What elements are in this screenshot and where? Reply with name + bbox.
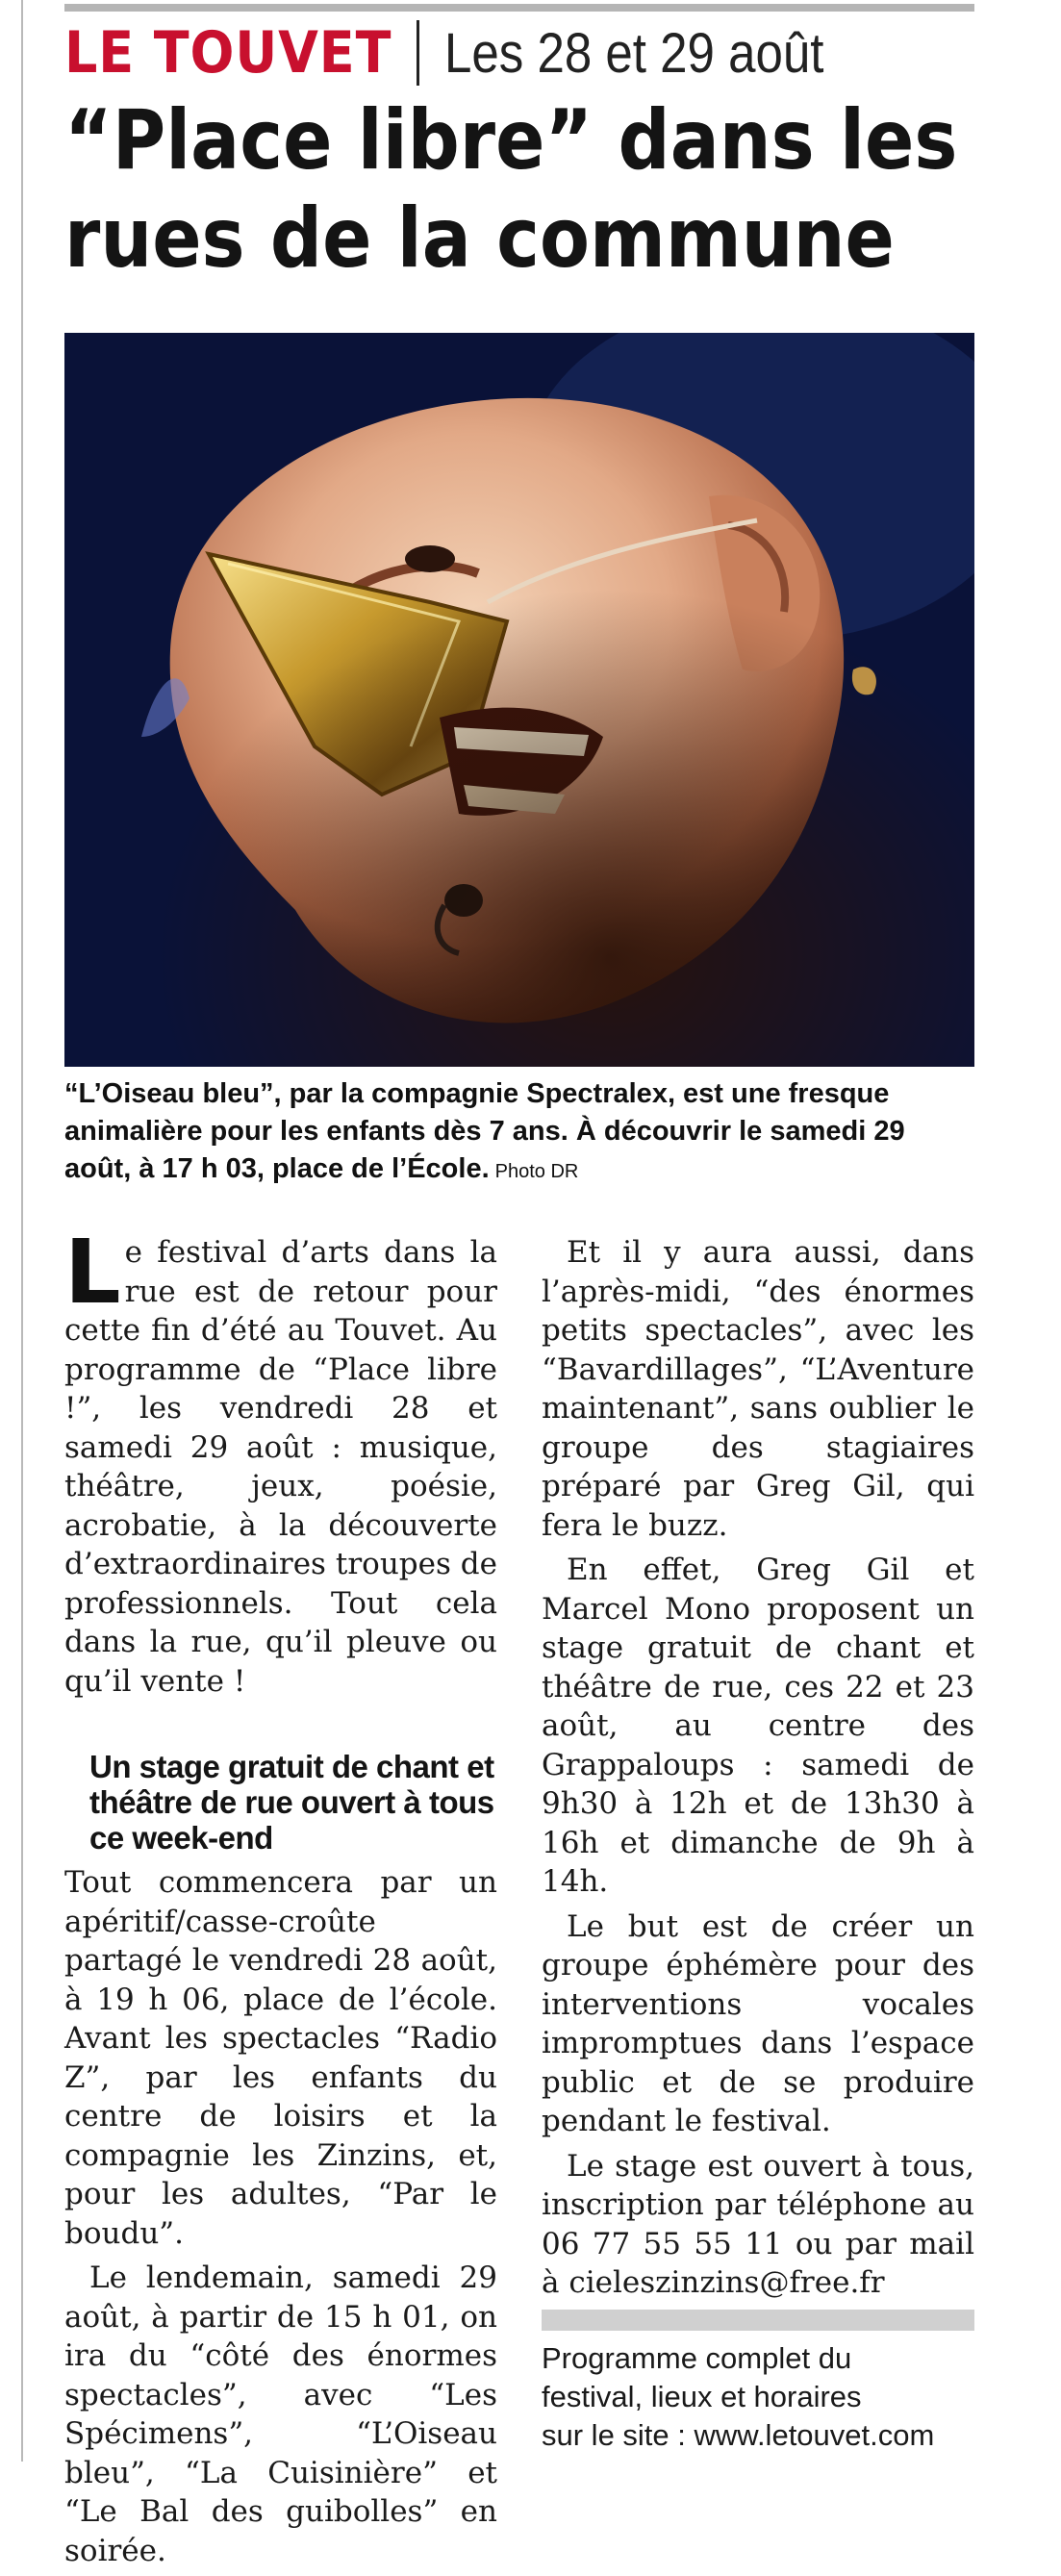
paragraph-7: Le stage est ouvert à tous, inscription par téléphone au 06 77 55 55 11 ou par mail à cieleszinzins@free.fr (542, 2148, 974, 2300)
infobox-bar (542, 2310, 974, 2331)
headline-line-1: “Place libre” dans les (64, 92, 958, 189)
headline-line-2: rues de la commune (64, 190, 895, 287)
locality-label: LE TOUVET (64, 19, 392, 87)
paragraph-2: Tout commencera par un apéritif/casse-croûte partagé le vendredi 28 août, à 19 h 06, place de l’école. Avant les spectacles “Radio Z”, par les enfants du centre de loisirs et la compagnie les Zinzins, et, pour les adultes, “Par le boudu”. (64, 1865, 497, 2251)
headline (64, 91, 988, 288)
infobox-line-2: festival, lieux et horaires (542, 2380, 862, 2413)
paragraph-6: Le but est de créer un groupe éphémère pour des interventions vocales impromptues dans l’espace public et de se produire pendant le festival. (542, 1908, 974, 2138)
kicker (64, 19, 875, 87)
infobox (542, 2339, 974, 2455)
caption-text: “L’Oiseau bleu”, par la compagnie Spectralex, est une fresque animalière pour les enfants dès 7 ans. À découvrir le samedi 29 août, à 17 h 03, place de l’École. (64, 1078, 905, 1184)
paragraph-5: En effet, Greg Gil et Marcel Mono proposent un stage gratuit de chant et théâtre de rue, ces 22 et 23 août, au centre des Grappaloups : samedi de 9h30 à 12h et de 13h30 à 16h et dimanche de 9h à 14h. (542, 1553, 974, 1899)
event-dates: Les 28 et 29 août (444, 21, 824, 85)
infobox-line-1: Programme complet du (542, 2341, 852, 2375)
section-subheading: Un stage gratuit de chant et théâtre de rue ouvert à tous ce week-end (89, 1749, 494, 1856)
page-margin-rule (21, 0, 23, 2462)
kicker-divider (417, 20, 419, 86)
infobox-line-3: sur le site : www.letouvet.com (542, 2418, 935, 2452)
paragraph-3: Le lendemain, samedi 29 août, à partir de 15 h 01, on ira du “côté des énormes spectacles”, avec “Les Spécimens”, “L’Oiseau bleu”, “La Cuisinière” et “Le Bal des guibolles” en soirée. (64, 2260, 497, 2568)
article-photo (64, 333, 974, 1067)
paragraph-intro-text: e festival d’arts dans la rue est de retour pour cette fin d’été au Touvet. Au programme de “Place libre !”, les vendredi 28 et samedi 29 août : musique, théâtre, jeux, poésie, acrobatie, à la découverte d’extraordinaires troupes de professionnels. Tout cela dans la rue, qu’il pleuve ou qu’il vente ! (64, 1235, 497, 1699)
masked-performer-photo (64, 333, 974, 1067)
top-rule (64, 4, 974, 12)
drop-cap: L (64, 1221, 121, 1324)
photo-caption (64, 1075, 974, 1191)
article-column-right (542, 1233, 974, 2309)
paragraph-4: Et il y aura aussi, dans l’après-midi, “des énormes petits spectacles”, avec les “Bavardillages”, “L’Aventure maintenant”, sans oublier le groupe des stagiaires préparé par Greg Gil, qui fera le buzz. (542, 1235, 974, 1543)
paragraph-intro (64, 1221, 497, 1701)
article-column-left (64, 1221, 497, 2576)
photo-credit: Photo DR (494, 1161, 579, 1182)
